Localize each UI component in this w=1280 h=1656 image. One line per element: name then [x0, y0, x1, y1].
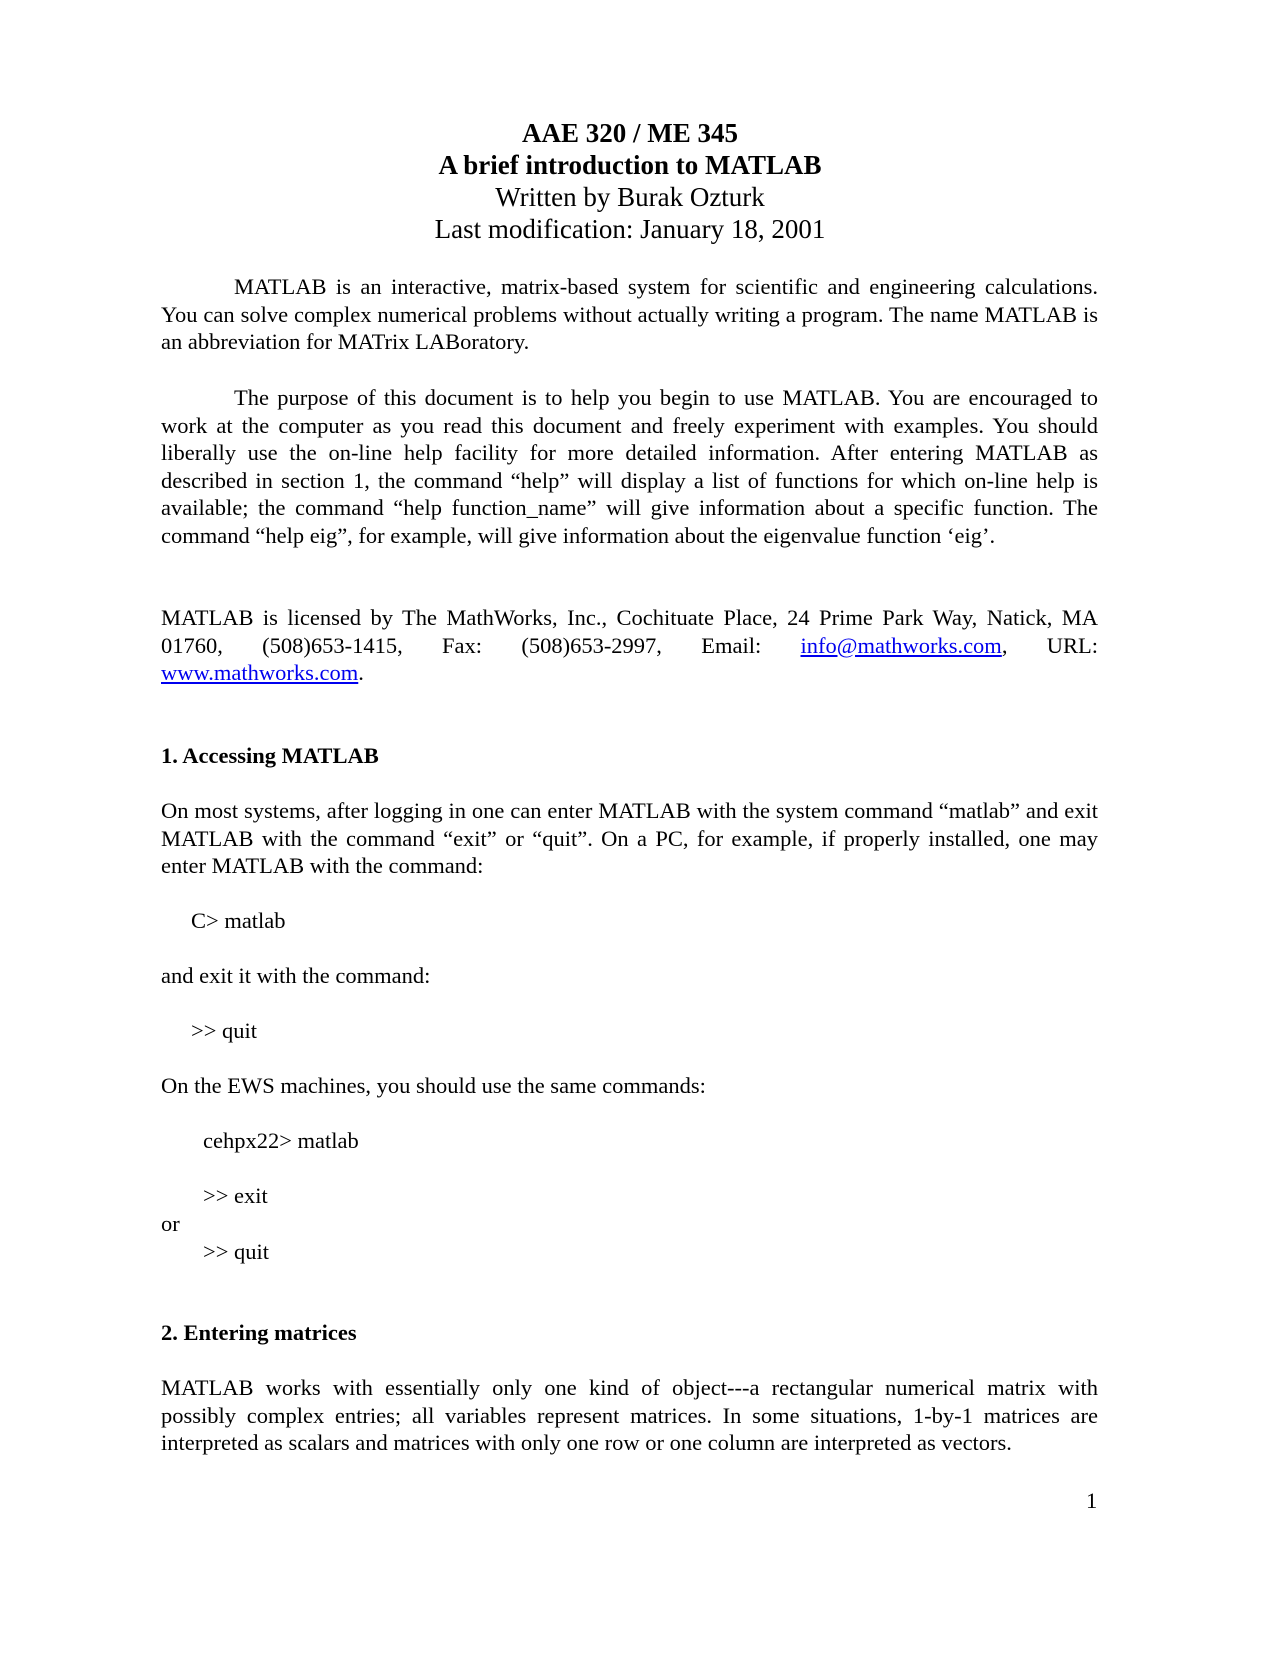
section-2-heading: 2. Entering matrices	[161, 1320, 357, 1345]
section-1-paragraph-1-block	[161, 797, 1098, 880]
section-1-paragraph-3: On the EWS machines, you should use the same commands:	[161, 1073, 706, 1098]
ews-enter-command: cehpx22> matlab	[203, 1128, 359, 1153]
document-author: Written by Burak Ozturk	[495, 182, 765, 212]
intro-paragraph-1: MATLAB is an interactive, matrix-based system for scientific and engineering calculations. You can solve complex numerical problems without actually writing a program. The name MATLAB is an abbreviation for MATrix LABoratory.	[161, 274, 1098, 354]
license-text: MATLAB is licensed by The MathWorks, Inc., Cochituate Place, 24 Prime Park Way, Natick, MA 01760, (508)653-1415, Fax: (508)653-2997, Email:	[161, 605, 1098, 658]
license-paragraph-block	[161, 604, 1098, 687]
section-1-heading: 1. Accessing MATLAB	[161, 743, 379, 768]
document-header	[0, 117, 1260, 245]
website-link[interactable]: www.mathworks.com	[161, 660, 359, 685]
page-number: 1	[1086, 1488, 1098, 1513]
url-end: .	[358, 660, 364, 685]
section-1-paragraph-2: and exit it with the command:	[161, 963, 431, 988]
email-link[interactable]: info@mathworks.com	[800, 632, 1002, 658]
section-2-paragraph-1-block	[161, 1374, 1098, 1457]
intro-paragraph-2: The purpose of this document is to help you begin to use MATLAB. You are encouraged to work at the computer as you read this document and freely experiment with examples. You should liberally use the on-line help facility for more detailed information. After entering MATLAB as described in section 1, the command “help” will display a list of functions for which on-line help is available; the command “help function_name” will give information about a specific function. The command “help eig”, for example, will give information about the eigenvalue function ‘eig’.	[161, 385, 1098, 548]
ews-exit-command: >> exit	[203, 1183, 268, 1208]
intro-paragraph-1-block	[161, 273, 1098, 356]
section-2-paragraph-1: MATLAB works with essentially only one kind of object---a rectangular numerical matrix with possibly complex entries; all variables represent matrices. In some situations, 1-by-1 matrices are interpreted as scalars and matrices with only one row or one column are interpreted as vectors.	[161, 1375, 1098, 1455]
section-1-paragraph-1: On most systems, after logging in one can enter MATLAB with the system command “matlab” and exit MATLAB with the command “exit” or “quit”. On a PC, for example, if properly installed, one may enter MATLAB with the command:	[161, 798, 1098, 878]
course-code: AAE 320 / ME 345	[522, 118, 738, 148]
ews-quit-command: >> quit	[203, 1239, 270, 1264]
intro-paragraph-2-block	[161, 384, 1098, 549]
last-modified-date: Last modification: January 18, 2001	[434, 214, 826, 244]
url-label: , URL:	[1001, 632, 1098, 658]
or-text: or	[161, 1211, 180, 1236]
license-paragraph	[161, 604, 1098, 687]
pc-quit-command: >> quit	[191, 1018, 258, 1043]
pc-enter-command: C> matlab	[191, 908, 286, 933]
document-title: A brief introduction to MATLAB	[438, 150, 822, 180]
